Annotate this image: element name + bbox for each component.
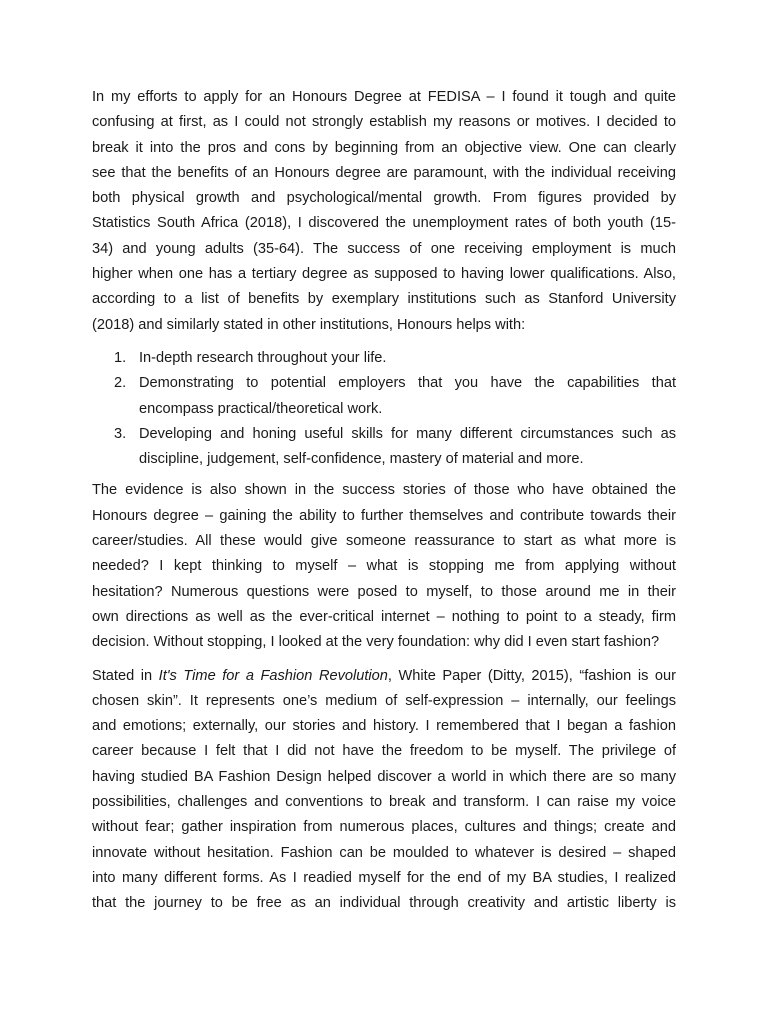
text-line: In-depth research throughout your life. bbox=[139, 349, 387, 366]
paragraph-1 bbox=[92, 85, 676, 338]
text-line: both physical growth and psychological/mental growth. From figures provided by bbox=[92, 190, 676, 207]
paragraph-2 bbox=[92, 478, 676, 655]
text-line: see that the benefits of an Honours degree are paramount, with the individual receiving bbox=[92, 164, 676, 181]
text-line: confusing at first, as I could not strongly establish my reasons or motives. I decided to bbox=[92, 114, 676, 131]
text-line: 34) and young adults (35-64). The success of one receiving employment is much bbox=[92, 240, 676, 257]
list-item bbox=[92, 422, 676, 473]
paragraph-3 bbox=[92, 664, 676, 917]
text-line: Developing and honing useful skills for many different circumstances such as bbox=[139, 425, 676, 442]
text-fragment: , White Paper (Ditty, 2015), “fashion is our bbox=[387, 667, 676, 684]
text-line: innovate without hesitation. Fashion can be moulded to whatever is desired – shaped bbox=[92, 844, 676, 861]
benefits-list bbox=[92, 346, 676, 472]
text-line: according to a list of benefits by exemplary institutions such as Stanford University bbox=[92, 291, 676, 308]
list-number: 3. bbox=[114, 425, 127, 442]
document-page bbox=[92, 85, 676, 925]
list-item bbox=[92, 371, 676, 422]
text-line: Statistics South Africa (2018), I discovered the unemployment rates of both youth (15- bbox=[92, 215, 676, 232]
list-number: 1. bbox=[114, 349, 127, 366]
text-line: chosen skin”. It represents one’s medium of self-expression – internally, our feelings bbox=[92, 692, 676, 709]
text-fragment: Stated in bbox=[92, 667, 159, 684]
text-line: break it into the pros and cons by beginning from an objective view. One can clearly bbox=[92, 139, 676, 156]
text-line: higher when one has a tertiary degree as supposed to having lower qualifications. Also, bbox=[92, 266, 676, 283]
text-line: career because I felt that I did not have the freedom to be myself. The privilege of bbox=[92, 743, 676, 760]
text-line: decision. Without stopping, I looked at the very foundation: why did I even start fashion? bbox=[92, 634, 660, 651]
text-line: (2018) and similarly stated in other institutions, Honours helps with: bbox=[92, 316, 526, 333]
text-line: that the journey to be free as an individual through creativity and artistic liberty is bbox=[92, 895, 676, 912]
text-line: into many different forms. As I readied myself for the end of my BA studies, I realized bbox=[92, 869, 676, 886]
text-line: and emotions; externally, our stories and history. I remembered that I began a fashion bbox=[92, 718, 676, 735]
text-line bbox=[92, 664, 676, 689]
list-item bbox=[92, 346, 676, 371]
list-number: 2. bbox=[114, 375, 127, 392]
text-line: own directions as well as the ever-critical internet – nothing to point to a steady, firm bbox=[92, 608, 676, 625]
text-line: career/studies. All these would give someone reassurance to start as what more is bbox=[92, 533, 676, 550]
text-line: without fear; gather inspiration from numerous places, cultures and things; create and bbox=[92, 819, 676, 836]
text-line: Demonstrating to potential employers that you have the capabilities that bbox=[139, 375, 676, 392]
cited-title: It's Time for a Fashion Revolution bbox=[158, 667, 388, 684]
text-line: having studied BA Fashion Design helped discover a world in which there are so many bbox=[92, 768, 676, 785]
text-line: discipline, judgement, self-confidence, mastery of material and more. bbox=[139, 451, 584, 468]
text-line: hesitation? Numerous questions were posed to myself, to those around me in their bbox=[92, 583, 676, 600]
text-line: needed? I kept thinking to myself – what is stopping me from applying without bbox=[92, 558, 676, 575]
text-line: Honours degree – gaining the ability to further themselves and contribute towards their bbox=[92, 507, 676, 524]
text-line: possibilities, challenges and conventions to break and transform. I can raise my voice bbox=[92, 794, 676, 811]
text-line: encompass practical/theoretical work. bbox=[139, 400, 383, 417]
text-line: In my efforts to apply for an Honours Degree at FEDISA – I found it tough and quite bbox=[92, 89, 676, 105]
text-line: The evidence is also shown in the success stories of those who have obtained the bbox=[92, 482, 676, 499]
